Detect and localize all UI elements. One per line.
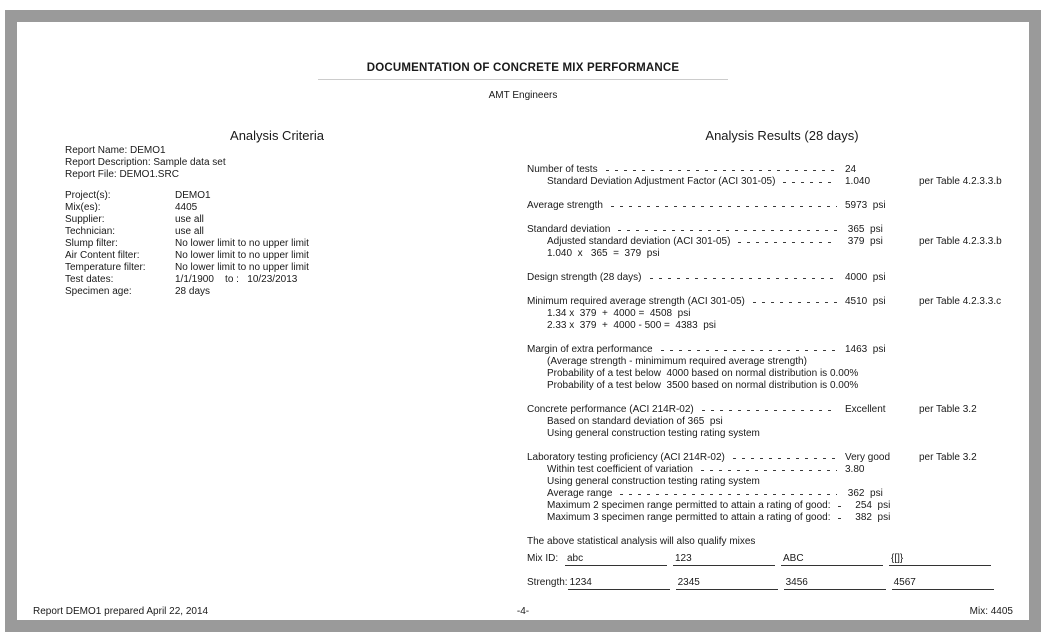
spacer [763, 542, 837, 543]
result-label: 1.040 x 365 = 379 psi [547, 248, 660, 259]
dotted-leader [733, 458, 837, 459]
criteria-field-row [65, 190, 485, 202]
result-label: Using general construction testing rating system [547, 428, 760, 439]
criteria-field-row [65, 250, 485, 262]
footer-mix-id: Mix: 4405 [969, 606, 1013, 617]
result-value: Very good [845, 452, 891, 463]
result-label: Minimum required average strength (ACI 301-05) [527, 296, 745, 307]
criteria-field-value: use all [175, 214, 204, 225]
spacer [815, 362, 837, 363]
result-label: Probability of a test below 4000 based on normal distribution is 0.00% [547, 368, 859, 379]
result-row [527, 404, 1039, 416]
result-label: Laboratory testing proficiency (ACI 214R-02) [527, 452, 725, 463]
criteria-field-list [65, 190, 485, 298]
criteria-section-heading: Analysis Criteria [230, 128, 324, 143]
result-row [527, 416, 1039, 428]
result-label: Using general construction testing rating system [547, 476, 760, 487]
spacer [724, 326, 837, 327]
dotted-leader [702, 410, 837, 411]
spacer [768, 482, 837, 483]
result-row [527, 308, 1039, 320]
result-row [527, 512, 1039, 524]
result-value: 382 psi [852, 512, 891, 523]
criteria-intro-line: Report Name: DEMO1 [65, 145, 166, 156]
criteria-field-row [65, 226, 485, 238]
result-label: Maximum 2 specimen range permitted to attain a rating of good: [547, 500, 831, 511]
result-label: Standard deviation [527, 224, 611, 235]
mix-field-value: 4567 [892, 577, 994, 590]
window-frame [5, 10, 1041, 632]
criteria-field-row [65, 214, 485, 226]
company-name: AMT Engineers [488, 90, 558, 101]
result-label: Concrete performance (ACI 214R-02) [527, 404, 694, 415]
criteria-field-value: use all [175, 226, 204, 237]
result-label: Maximum 3 specimen range permitted to attain a rating of good: [547, 512, 831, 523]
analysis-results-rows [527, 164, 1039, 548]
spacer [768, 434, 837, 435]
title-rule [318, 79, 728, 80]
mix-table-row [527, 577, 1039, 591]
result-value: 365 psi [845, 224, 883, 235]
result-value: 254 psi [852, 500, 891, 511]
mix-field-value: {[]} [889, 553, 991, 566]
dotted-leader [620, 494, 837, 495]
result-row [527, 356, 1039, 368]
result-row [527, 320, 1039, 332]
dotted-leader [661, 350, 837, 351]
result-value: 1.040 [845, 176, 871, 187]
dotted-leader [611, 206, 837, 207]
result-row [527, 452, 1039, 464]
analysis-criteria-block [65, 145, 485, 298]
criteria-field-label: Project(s): [65, 190, 111, 201]
result-reference-note: per Table 4.2.3.3.b [919, 236, 1002, 247]
result-label: Based on standard deviation of 365 psi [547, 416, 723, 427]
result-row [527, 164, 1039, 176]
results-section-heading: Analysis Results (28 days) [705, 128, 859, 143]
mix-qualification-table [527, 553, 1039, 601]
criteria-field-label: Supplier: [65, 214, 105, 225]
mix-table-row [527, 553, 1039, 567]
result-row [527, 344, 1039, 356]
dotted-leader [838, 518, 844, 519]
criteria-intro-line: Report File: DEMO1.SRC [65, 169, 179, 180]
criteria-field-value: 1/1/1900 to : 10/23/2013 [175, 274, 298, 285]
criteria-field-label: Test dates: [65, 274, 114, 285]
result-label: 1.34 x 379 + 4000 = 4508 psi [547, 308, 691, 319]
mix-field-value: ABC [781, 553, 883, 566]
document-title: DOCUMENTATION OF CONCRETE MIX PERFORMANCE [366, 62, 680, 74]
result-label: Average strength [527, 200, 603, 211]
dotted-leader [618, 230, 837, 231]
result-row [527, 488, 1039, 500]
spacer [731, 422, 837, 423]
result-reference-note: per Table 3.2 [919, 452, 977, 463]
result-label: 2.33 x 379 + 4000 - 500 = 4383 psi [547, 320, 717, 331]
result-row [527, 428, 1039, 440]
criteria-field-value: No lower limit to no upper limit [175, 262, 309, 273]
result-label: Design strength (28 days) [527, 272, 642, 283]
result-row [527, 380, 1039, 392]
report-page [17, 22, 1029, 620]
result-value: 24 [845, 164, 857, 175]
page-footer [33, 606, 1013, 618]
footer-report-info: Report DEMO1 prepared April 22, 2014 [33, 606, 209, 617]
result-label: The above statistical analysis will also qualify mixes [527, 536, 756, 547]
dotted-leader [783, 182, 837, 183]
result-label: Probability of a test below 3500 based on normal distribution is 0.00% [547, 380, 859, 391]
result-value: 5973 psi [845, 200, 886, 211]
result-reference-note: per Table 3.2 [919, 404, 977, 415]
mix-field-value: 3456 [784, 577, 886, 590]
result-label: Standard Deviation Adjustment Factor (ACI 301-05) [547, 176, 776, 187]
result-row [527, 296, 1039, 308]
result-reference-note: per Table 4.2.3.3.b [919, 176, 1002, 187]
dotted-leader [753, 302, 837, 303]
mix-field-value: 123 [673, 553, 775, 566]
spacer [866, 386, 872, 387]
criteria-field-value: No lower limit to no upper limit [175, 250, 309, 261]
result-label: Margin of extra performance [527, 344, 653, 355]
result-value: 379 psi [845, 236, 883, 247]
criteria-field-label: Temperature filter: [65, 262, 146, 273]
mix-row-label: Strength: [527, 577, 568, 588]
result-value: 4000 psi [845, 272, 886, 283]
result-row [527, 176, 1039, 188]
dotted-leader [701, 470, 837, 471]
criteria-field-label: Technician: [65, 226, 116, 237]
result-row [527, 500, 1039, 512]
criteria-field-row [65, 274, 485, 286]
dotted-leader [738, 242, 837, 243]
footer-page-number: -4- [516, 606, 530, 617]
mix-field-value: 2345 [676, 577, 778, 590]
criteria-field-label: Air Content filter: [65, 250, 140, 261]
result-row [527, 536, 1039, 548]
report-identification-lines [65, 145, 485, 181]
result-row [527, 368, 1039, 380]
spacer [698, 314, 837, 315]
result-label: Adjusted standard deviation (ACI 301-05) [547, 236, 731, 247]
criteria-field-value: 28 days [175, 286, 211, 297]
spacer [866, 374, 872, 375]
criteria-intro-line: Report Description: Sample data set [65, 157, 226, 168]
criteria-field-row [65, 286, 485, 298]
mix-field-value: abc [565, 553, 667, 566]
result-label: (Average strength - minimimum required average strength) [547, 356, 807, 367]
result-value: 362 psi [845, 488, 883, 499]
criteria-field-label: Specimen age: [65, 286, 132, 297]
result-value: 3.80 [845, 464, 865, 475]
result-row [527, 464, 1039, 476]
result-row [527, 236, 1039, 248]
result-value: 1463 psi [845, 344, 886, 355]
criteria-field-row [65, 202, 485, 214]
document-header [17, 62, 1029, 102]
dotted-leader [838, 506, 844, 507]
result-row [527, 272, 1039, 284]
criteria-field-row [65, 262, 485, 274]
criteria-field-label: Mix(es): [65, 202, 101, 213]
criteria-field-value: No lower limit to no upper limit [175, 238, 309, 249]
result-row [527, 200, 1039, 212]
result-label: Within test coefficient of variation [547, 464, 693, 475]
dotted-leader [650, 278, 837, 279]
result-row [527, 476, 1039, 488]
result-value: 4510 psi [845, 296, 886, 307]
criteria-field-row [65, 238, 485, 250]
result-label: Number of tests [527, 164, 598, 175]
dotted-leader [606, 170, 837, 171]
mix-field-value: 1234 [568, 577, 670, 590]
result-value: Excellent [845, 404, 886, 415]
result-row [527, 248, 1039, 260]
spacer [668, 254, 837, 255]
result-label: Average range [547, 488, 613, 499]
result-reference-note: per Table 4.2.3.3.c [919, 296, 1002, 307]
result-row [527, 224, 1039, 236]
mix-row-label: Mix ID: [527, 553, 559, 564]
criteria-field-value: 4405 [175, 202, 198, 213]
criteria-field-label: Slump filter: [65, 238, 118, 249]
criteria-field-value: DEMO1 [175, 190, 211, 201]
